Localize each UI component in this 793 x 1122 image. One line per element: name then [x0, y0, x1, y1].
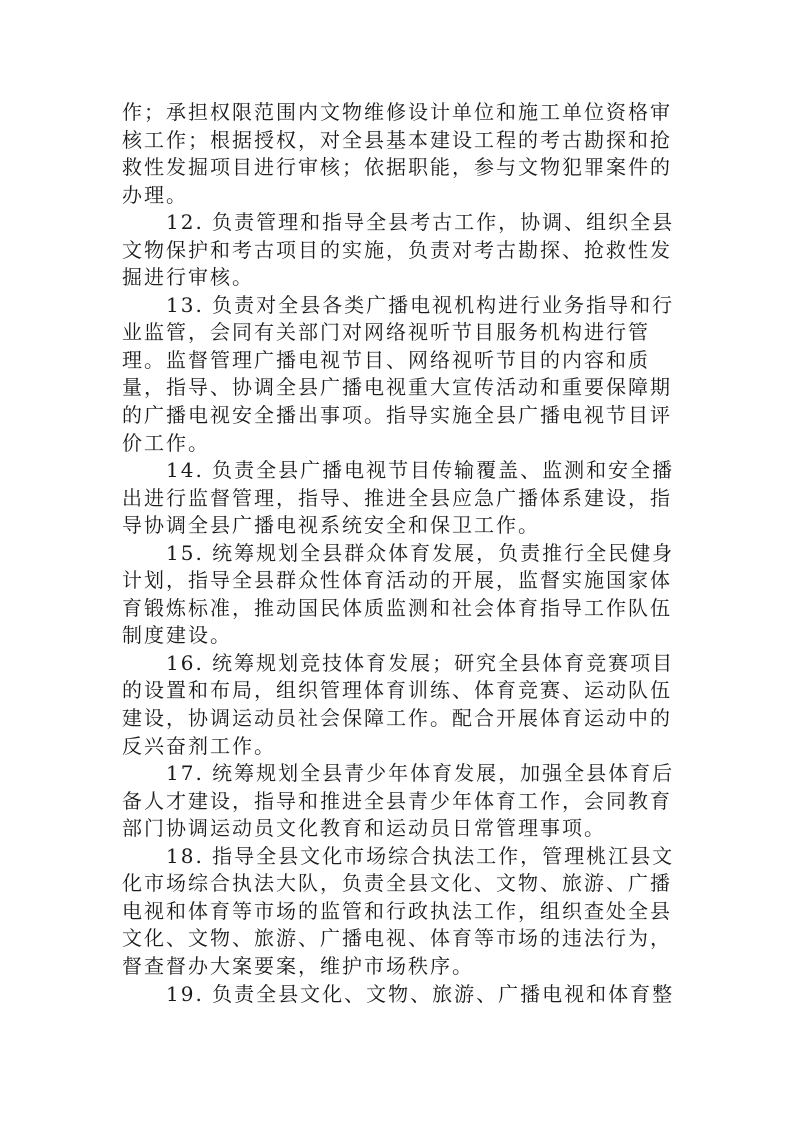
text-line: 12. 负责管理和指导全县考古工作，协调、组织全县 [166, 210, 675, 235]
text-line: 18. 指导全县文化市场综合执法工作，管理桃江县文 [166, 843, 675, 868]
text-line: 化市场综合执法大队，负责全县文化、文物、旅游、广播 [122, 871, 672, 896]
paragraph [122, 99, 682, 209]
paragraph [122, 209, 682, 292]
text-line: 理。监督管理广播电视节目、网络视听节目的内容和质 [122, 347, 650, 372]
text-line: 核工作；根据授权，对全县基本建设工程的考古勘探和抢 [122, 127, 672, 152]
text-line: 量，指导、协调全县广播电视重大宣传活动和重要保障期 [122, 375, 672, 400]
text-line: 救性发掘项目进行审核；依据职能，参与文物犯罪案件的 [122, 155, 672, 180]
paragraph [122, 981, 682, 1009]
text-line: 建设，协调运动员社会保障工作。配合开展体育运动中的 [122, 706, 672, 731]
text-line: 17. 统筹规划全县青少年体育发展，加强全县体育后 [166, 761, 675, 786]
paragraph [122, 843, 682, 981]
text-line: 计划，指导全县群众性体育活动的开展，监督实施国家体 [122, 568, 672, 593]
text-line: 的广播电视安全播出事项。指导实施全县广播电视节目评 [122, 403, 672, 428]
text-line: 作；承担权限范围内文物维修设计单位和施工单位资格审 [122, 100, 672, 124]
text-line: 19. 负责全县文化、文物、旅游、广播电视和体育整 [166, 981, 675, 1006]
text-line: 文化、文物、旅游、广播电视、体育等市场的违法行为， [122, 926, 672, 951]
text-line: 制度建设。 [122, 623, 232, 648]
text-line: 反兴奋剂工作。 [122, 733, 276, 758]
text-line: 电视和体育等市场的监管和行政执法工作，组织查处全县 [122, 898, 672, 923]
paragraph [122, 457, 682, 540]
text-line: 业监管，会同有关部门对网络视听节目服务机构进行管 [122, 320, 650, 345]
document-page [122, 99, 682, 1008]
text-line: 16. 统筹规划竞技体育发展；研究全县体育竞赛项目 [166, 650, 675, 675]
paragraph [122, 540, 682, 650]
text-line: 导协调全县广播电视系统安全和保卫工作。 [122, 513, 540, 538]
paragraph [122, 292, 682, 457]
text-line: 备人才建设，指导和推进全县青少年体育工作，会同教育 [122, 788, 672, 813]
paragraph [122, 760, 682, 843]
text-line: 15. 统筹规划全县群众体育发展，负责推行全民健身 [166, 540, 675, 565]
paragraph [122, 650, 682, 760]
text-line: 部门协调运动员文化教育和运动员日常管理事项。 [122, 816, 606, 841]
text-line: 掘进行审核。 [122, 265, 254, 290]
text-line: 文物保护和考古项目的实施，负责对考古勘探、抢救性发 [122, 237, 672, 262]
text-line: 督查督办大案要案，维护市场秩序。 [122, 953, 474, 978]
text-line: 的设置和布局，组织管理体育训练、体育竞赛、运动队伍 [122, 678, 672, 703]
text-line: 13. 负责对全县各类广播电视机构进行业务指导和行 [166, 292, 675, 317]
text-line: 办理。 [122, 182, 188, 207]
text-line: 出进行监督管理，指导、推进全县应急广播体系建设，指 [122, 485, 672, 510]
text-line: 14. 负责全县广播电视节目传输覆盖、监测和安全播 [166, 458, 675, 483]
text-line: 育锻炼标准，推动国民体质监测和社会体育指导工作队伍 [122, 595, 672, 620]
text-line: 价工作。 [122, 430, 210, 455]
